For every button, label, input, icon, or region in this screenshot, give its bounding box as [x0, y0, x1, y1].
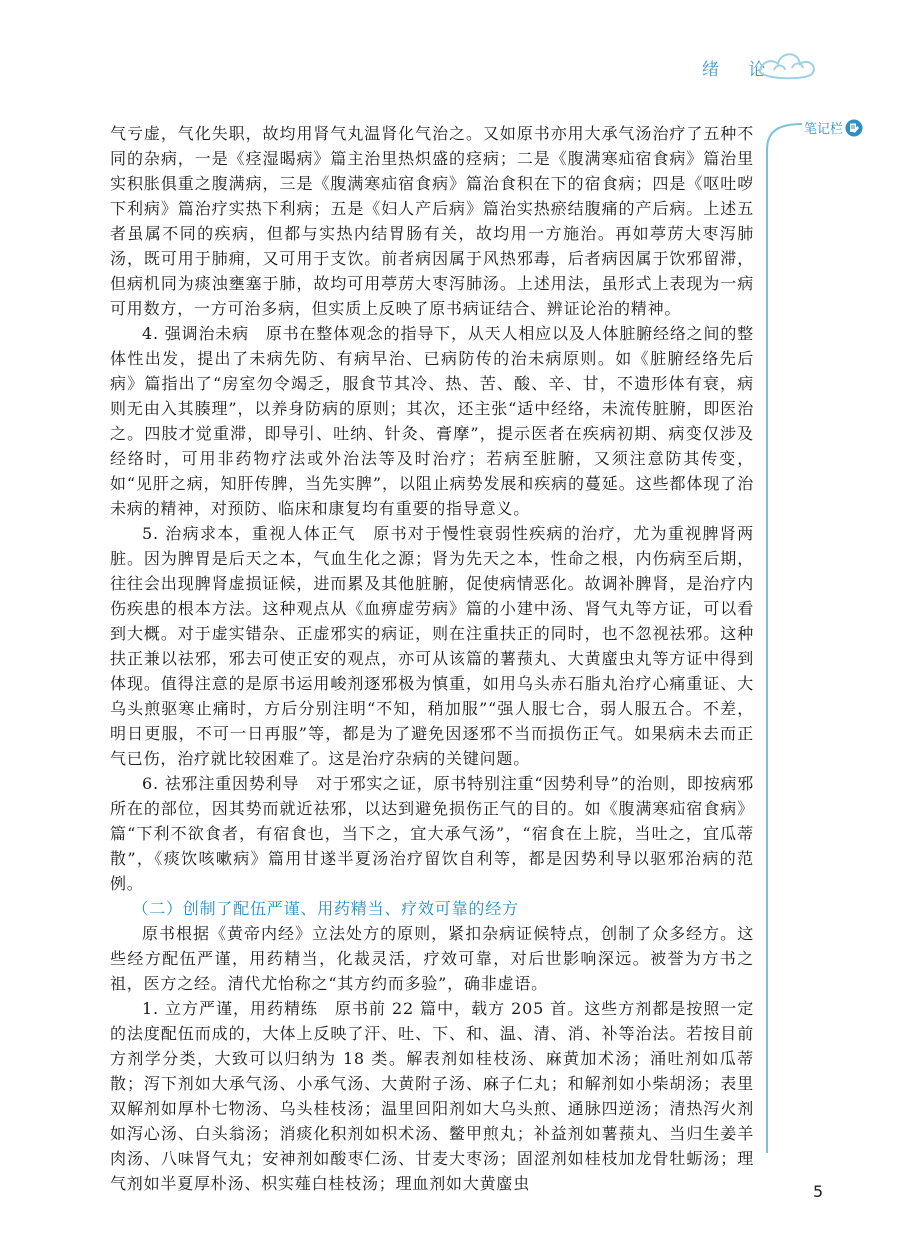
paragraph-point-5: 5. 治病求本，重视人体正气 原书对于慢性衰弱性疾病的治疗，尤为重视脾肾两脏。因为脾胃是后天之本，气血生化之源；肾为先天之本，性命之根，内伤病至后期，往往会出现脾肾虚损证候，进而累及其他脏腑，促使病情恶化。故调补脾肾，是治疗内伤疾患的根本方法。这种观点从《血痹虚劳病》篇的小建中汤、肾气丸等方证，可以看到大概。对于虚实错杂、正虚邪实的病证，则在注重扶正的同时，也不忽视祛邪。这种扶正兼以祛邪，邪去可使正安的观点，亦可从该篇的薯蓣丸、大黄䗪虫丸等方证中得到体现。值得注意的是原书运用峻剂逐邪极为慎重，如用乌头赤石脂丸治疗心痛重证、大乌头煎驱寒止痛时，方后分别注明“不知，稍加服”“强人服七合，弱人服五合。不差，明日更服，不可一日再服”等，都是为了避免因逐邪不当而损伤正气。如果病未去而正气已伤，治疗就比较困难了。这是治疗杂病的关键问题。 — [110, 524, 754, 768]
notebook-pencil-icon — [845, 119, 863, 137]
notes-margin-line — [766, 148, 768, 1153]
main-text — [110, 121, 754, 1196]
paragraph-continuation: 气亏虚，气化失职，故均用肾气丸温肾化气治之。又如原书亦用大承气汤治疗了五种不同的杂病，一是《痉湿暍病》篇主治里热炽盛的痉病；二是《腹满寒疝宿食病》篇治里实积胀俱重之腹满病，三是《腹满寒疝宿食病》篇治食积在下的宿食病；四是《呕吐哕下利病》篇治疗实热下利病；五是《妇人产后病》篇治实热瘀结腹痛的产后病。上述五者虽属不同的疾病，但都与实热内结胃肠有关，故均用一方施治。再如葶苈大枣泻肺汤，既可用于肺痈，又可用于支饮。前者病因属于风热邪毒，后者病因属于饮邪留滞，但病机同为痰浊壅塞于肺，故均可用葶苈大枣泻肺汤。上述用法，虽形式上表现为一病可用数方，一方可治多病，但实质上反映了原书病证结合、辨证论治的精神。 — [110, 124, 754, 318]
margin-arc-divider — [764, 118, 804, 150]
notes-label-text: 笔记栏 — [804, 122, 844, 137]
chapter-title: 绪 论 — [702, 60, 778, 80]
section-heading: （二）创制了配伍严谨、用药精当、疗效可靠的经方 — [132, 899, 519, 918]
cloud-ornament-icon — [752, 38, 822, 84]
paragraph-intro: 原书根据《黄帝内经》立法处方的原则，紧扣杂病证候特点，创制了众多经方。这些经方配伍严谨，用药精当，化裁灵活，疗效可靠，对后世影响深远。被誉为方书之祖，医方之经。清代尤怡称之“其方约而多验”，确非虚语。 — [110, 924, 754, 993]
paragraph-point-6: 6. 祛邪注重因势利导 对于邪实之证，原书特别注重“因势利导”的治则，即按病邪所在的部位，因其势而就近祛邪，以达到避免损伤正气的目的。如《腹满寒疝宿食病》篇“下利不欲食者，有宿食也，当下之，宜大承气汤”，“宿食在上脘，当吐之，宜瓜蒂散”，《痰饮咳嗽病》篇用甘遂半夏汤治疗留饮自利等，都是因势利导以驱邪治病的范例。 — [110, 774, 754, 893]
notes-column-label — [804, 118, 863, 137]
paragraph-point-4: 4. 强调治未病 原书在整体观念的指导下，从天人相应以及人体脏腑经络之间的整体性出发，提出了未病先防、有病早治、已病防传的治未病原则。如《脏腑经络先后病》篇指出了“房室勿令竭乏，服食节其冷、热、苦、酸、辛、甘，不遗形体有衰，病则无由入其腠理”，以养身防病的原则；其次，还主张“适中经络，未流传脏腑，即医治之。四肢才觉重滞，即导引、吐纳、针灸、膏摩”，提示医者在疾病初期、病变仅涉及经络时，可用非药物疗法或外治法等及时治疗；若病至脏腑，又须注意防其传变，如“见肝之病，知肝传脾，当先实脾”，以阻止病势发展和疾病的蔓延。这些都体现了治未病的精神，对预防、临床和康复均有重要的指导意义。 — [110, 324, 754, 518]
paragraph-point-1: 1. 立方严谨，用药精练 原书前 22 篇中，载方 205 首。这些方剂都是按照一定的法度配伍而成的，大体上反映了汗、吐、下、和、温、清、消、补等治法。若按目前方剂学分类，大致可以归纳为 18 类。解表剂如桂枝汤、麻黄加术汤；涌吐剂如瓜蒂散；泻下剂如大承气汤、小承气汤、大黄附子汤、麻子仁丸；和解剂如小柴胡汤；表里双解剂如厚朴七物汤、乌头桂枝汤；温里回阳剂如大乌头煎、通脉四逆汤；清热泻火剂如泻心汤、白头翁汤；消痰化积剂如枳术汤、鳖甲煎丸；补益剂如薯蓣丸、当归生姜羊肉汤、八味肾气丸；安神剂如酸枣仁汤、甘麦大枣汤；固涩剂如桂枝加龙骨牡蛎汤；理气剂如半夏厚朴汤、枳实薤白桂枝汤；理血剂如大黄䗪虫 — [110, 999, 754, 1193]
page-number: 5 — [813, 1182, 824, 1201]
